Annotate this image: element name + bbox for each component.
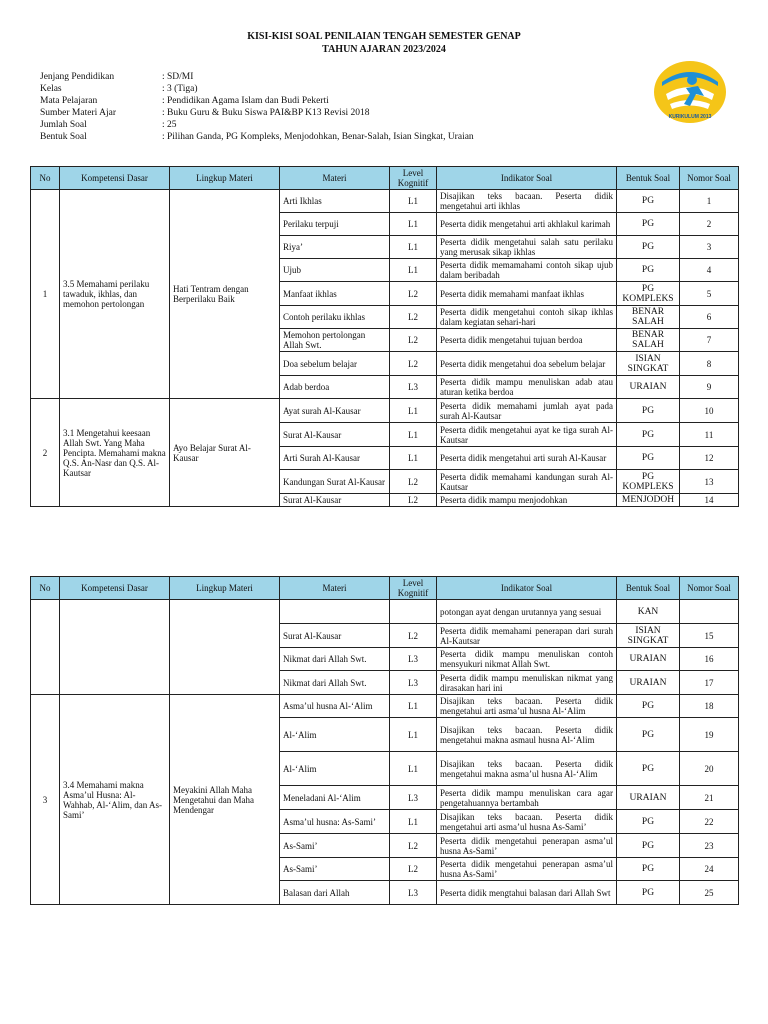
nomor-cell: 21 xyxy=(680,786,739,810)
level-cell: L2 xyxy=(390,494,437,507)
bentuk-cell: MENJODOH xyxy=(617,494,680,507)
info-value: : Pilihan Ganda, PG Kompleks, Menjodohkan, Benar-Salah, Isian Singkat, Uraian xyxy=(162,132,474,142)
materi-cell: Surat Al-Kausar xyxy=(280,423,390,447)
materi-cell: Surat Al-Kausar xyxy=(280,624,390,648)
level-cell: L2 xyxy=(390,470,437,494)
kompetensi-dasar-cell: 3.5 Memahami perilaku tawaduk, ikhlas, dan memohon pertolongan xyxy=(60,190,170,399)
bentuk-cell: PG xyxy=(617,810,680,834)
materi-cell: Doa sebelum belajar xyxy=(280,352,390,376)
level-cell: L1 xyxy=(390,399,437,423)
indikator-cell: Peserta didik mengetahui doa sebelum belajar xyxy=(437,352,617,376)
bentuk-cell: PG xyxy=(617,423,680,447)
info-value: : 25 xyxy=(162,120,177,130)
header-nomor-soal: Nomor Soal xyxy=(680,167,739,190)
nomor-cell: 5 xyxy=(680,282,739,306)
bentuk-cell: PG xyxy=(617,213,680,236)
indikator-cell: Peserta didik memahami jumlah ayat pada surah Al-Kautsar xyxy=(437,399,617,423)
bentuk-cell: KAN xyxy=(617,600,680,624)
header-nomor-soal: Nomor Soal xyxy=(680,577,739,600)
bentuk-cell: PG KOMPLEKS xyxy=(617,470,680,494)
level-cell: L3 xyxy=(390,881,437,905)
level-cell: L2 xyxy=(390,834,437,858)
indikator-cell: Peserta didik mampu menuliskan nikmat yang dirasakan hari ini xyxy=(437,671,617,695)
group-number: 1 xyxy=(31,190,60,399)
table-row xyxy=(31,399,739,423)
materi-cell: Contoh perilaku ikhlas xyxy=(280,306,390,329)
table-row xyxy=(31,695,739,718)
nomor-cell: 25 xyxy=(680,881,739,905)
kompetensi-dasar-cell: 3.4 Memahami makna Asma’ul Husna: Al-Wahhab, Al-‘Alim, dan As-Sami’ xyxy=(60,695,170,905)
bentuk-cell: PG xyxy=(617,236,680,259)
header-level-kognitif: Level Kognitif xyxy=(390,577,437,600)
bentuk-cell: BENAR SALAH xyxy=(617,306,680,329)
level-cell: L1 xyxy=(390,423,437,447)
indikator-cell: Peserta didik mengetahui arti surah Al-Kausar xyxy=(437,447,617,470)
level-cell: L3 xyxy=(390,376,437,399)
indikator-cell: Peserta didik mampu menuliskan cara agar pengetahuannya bertambah xyxy=(437,786,617,810)
nomor-cell-empty xyxy=(680,600,739,624)
info-key: Kelas xyxy=(40,84,62,94)
document-info xyxy=(40,71,474,143)
indikator-cell: Disajikan teks bacaan. Peserta didik mengetahui makna asmaul husna Al-‘Alim xyxy=(437,718,617,752)
header-lingkup-materi: Lingkup Materi xyxy=(170,577,280,600)
nomor-cell: 10 xyxy=(680,399,739,423)
info-row xyxy=(40,71,474,83)
logo-caption: KURIKULUM 2013 xyxy=(668,114,712,120)
header-materi: Materi xyxy=(280,167,390,190)
nomor-cell: 2 xyxy=(680,213,739,236)
bentuk-cell: PG xyxy=(617,695,680,718)
level-cell: L1 xyxy=(390,190,437,213)
bentuk-cell: URAIAN xyxy=(617,671,680,695)
table-row-continued xyxy=(31,600,739,624)
indikator-cell: Peserta didik mampu menuliskan adab atau aturan ketika berdoa xyxy=(437,376,617,399)
nomor-cell: 4 xyxy=(680,259,739,282)
bentuk-cell: URAIAN xyxy=(617,786,680,810)
document-subtitle: TAHUN AJARAN 2023/2024 xyxy=(322,44,446,55)
info-value: : SD/MI xyxy=(162,72,194,82)
nomor-cell: 7 xyxy=(680,329,739,352)
indikator-cell: Disajikan teks bacaan. Peserta didik mengetahui arti ikhlas xyxy=(437,190,617,213)
indikator-cell: Peserta didik memamahami contoh sikap ujub dalam beribadah xyxy=(437,259,617,282)
nomor-cell: 1 xyxy=(680,190,739,213)
bentuk-cell: PG xyxy=(617,190,680,213)
level-cell: L2 xyxy=(390,624,437,648)
group-number: 2 xyxy=(31,399,60,507)
level-cell: L3 xyxy=(390,786,437,810)
lingkup-materi-cell: Meyakini Allah Maha Mengetahui dan Maha Mendengar xyxy=(170,695,280,905)
level-cell: L2 xyxy=(390,858,437,881)
indikator-cell: Disajikan teks bacaan. Peserta didik mengetahui arti asma’ul husna Al-‘Alim xyxy=(437,695,617,718)
materi-cell-empty xyxy=(280,600,390,624)
materi-cell: Asma’ul husna: As-Sami’ xyxy=(280,810,390,834)
kisi-kisi-table-page-2 xyxy=(30,576,739,905)
level-cell: L3 xyxy=(390,648,437,671)
bentuk-cell: PG xyxy=(617,881,680,905)
bentuk-cell: PG xyxy=(617,259,680,282)
lingkup-materi-cell: Ayo Belajar Surat Al-Kausar xyxy=(170,399,280,507)
info-key: Sumber Materi Ajar xyxy=(40,108,116,118)
indikator-cell: Peserta didik memahami manfaat ikhlas xyxy=(437,282,617,306)
indikator-cell: Peserta didik mengetahui ayat ke tiga surah Al-Kautsar xyxy=(437,423,617,447)
lingkup-materi-empty xyxy=(170,600,280,695)
level-cell: L1 xyxy=(390,810,437,834)
indikator-cell: Peserta didik mengetahui arti akhlakul karimah xyxy=(437,213,617,236)
bentuk-cell: BENAR SALAH xyxy=(617,329,680,352)
materi-cell: Ayat surah Al-Kausar xyxy=(280,399,390,423)
bentuk-cell: PG xyxy=(617,718,680,752)
indikator-cell: Peserta didik mengtahui balasan dari Allah Swt xyxy=(437,881,617,905)
indikator-cell: Disajikan teks bacaan. Peserta didik mengetahui arti asma’ul husna As-Sami’ xyxy=(437,810,617,834)
materi-cell: Ujub xyxy=(280,259,390,282)
materi-cell: Arti Surah Al-Kausar xyxy=(280,447,390,470)
header-kompetensi-dasar: Kompetensi Dasar xyxy=(60,167,170,190)
header-bentuk-soal: Bentuk Soal xyxy=(617,577,680,600)
info-row xyxy=(40,83,474,95)
materi-cell: Asma’ul husna Al-‘Alim xyxy=(280,695,390,718)
level-cell: L1 xyxy=(390,236,437,259)
materi-cell: Riya’ xyxy=(280,236,390,259)
nomor-cell: 18 xyxy=(680,695,739,718)
materi-cell: As-Sami’ xyxy=(280,858,390,881)
header-materi: Materi xyxy=(280,577,390,600)
lingkup-materi-cell: Hati Tentram dengan Berperilaku Baik xyxy=(170,190,280,399)
info-value: : 3 (Tiga) xyxy=(162,84,198,94)
bentuk-cell: PG xyxy=(617,834,680,858)
nomor-cell: 6 xyxy=(680,306,739,329)
materi-cell: Nikmat dari Allah Swt. xyxy=(280,671,390,695)
header-kompetensi-dasar: Kompetensi Dasar xyxy=(60,577,170,600)
nomor-cell: 12 xyxy=(680,447,739,470)
level-cell-empty xyxy=(390,600,437,624)
materi-cell: Manfaat ikhlas xyxy=(280,282,390,306)
bentuk-cell: ISIAN SINGKAT xyxy=(617,624,680,648)
nomor-cell: 19 xyxy=(680,718,739,752)
header-no: No xyxy=(31,167,60,190)
group-number-empty xyxy=(31,600,60,695)
materi-cell: Al-‘Alim xyxy=(280,718,390,752)
materi-cell: Surat Al-Kausar xyxy=(280,494,390,507)
kompetensi-dasar-empty xyxy=(60,600,170,695)
level-cell: L1 xyxy=(390,259,437,282)
materi-cell: Adab berdoa xyxy=(280,376,390,399)
group-number: 3 xyxy=(31,695,60,905)
nomor-cell: 13 xyxy=(680,470,739,494)
materi-cell: Kandungan Surat Al-Kausar xyxy=(280,470,390,494)
header-indikator-soal: Indikator Soal xyxy=(437,167,617,190)
indikator-cell: Peserta didik mengetahui salah satu perilaku yang merusak sikap ikhlas xyxy=(437,236,617,259)
info-value: : Buku Guru & Buku Siswa PAI&BP K13 Revisi 2018 xyxy=(162,108,370,118)
header-bentuk-soal: Bentuk Soal xyxy=(617,167,680,190)
materi-cell: As-Sami’ xyxy=(280,834,390,858)
kisi-kisi-table-page-1 xyxy=(30,166,739,507)
nomor-cell: 23 xyxy=(680,834,739,858)
indikator-cell: Peserta didik mampu menuliskan contoh mensyukuri nikmat Allah Swt. xyxy=(437,648,617,671)
nomor-cell: 22 xyxy=(680,810,739,834)
level-cell: L2 xyxy=(390,282,437,306)
header-level-kognitif: Level Kognitif xyxy=(390,167,437,190)
level-cell: L1 xyxy=(390,695,437,718)
bentuk-cell: PG xyxy=(617,399,680,423)
info-row xyxy=(40,131,474,143)
materi-cell: Arti Ikhlas xyxy=(280,190,390,213)
header-lingkup-materi: Lingkup Materi xyxy=(170,167,280,190)
kurikulum-2013-logo xyxy=(652,60,728,124)
materi-cell: Nikmat dari Allah Swt. xyxy=(280,648,390,671)
header-no: No xyxy=(31,577,60,600)
indikator-cell: Peserta didik mengetahui penerapan asma’ul husna As-Sami’ xyxy=(437,858,617,881)
materi-cell: Al-‘Alim xyxy=(280,752,390,786)
bentuk-cell: URAIAN xyxy=(617,376,680,399)
bentuk-cell: ISIAN SINGKAT xyxy=(617,352,680,376)
materi-cell: Memohon pertolongan Allah Swt. xyxy=(280,329,390,352)
indikator-cell: Peserta didik mengetahui penerapan asma’ul husna As-Sami’ xyxy=(437,834,617,858)
nomor-cell: 15 xyxy=(680,624,739,648)
header-indikator-soal: Indikator Soal xyxy=(437,577,617,600)
indikator-cell: potongan ayat dengan urutannya yang sesuai xyxy=(437,600,617,624)
nomor-cell: 9 xyxy=(680,376,739,399)
level-cell: L1 xyxy=(390,752,437,786)
info-key: Bentuk Soal xyxy=(40,132,87,142)
info-key: Jenjang Pendidikan xyxy=(40,72,115,82)
nomor-cell: 8 xyxy=(680,352,739,376)
indikator-cell: Disajikan teks bacaan. Peserta didik mengetahui makna asma’ul husna Al-‘Alim xyxy=(437,752,617,786)
info-key: Mata Pelajaran xyxy=(40,96,98,106)
info-row xyxy=(40,95,474,107)
bentuk-cell: PG KOMPLEKS xyxy=(617,282,680,306)
bentuk-cell: PG xyxy=(617,752,680,786)
table-row xyxy=(31,190,739,213)
info-value: : Pendidikan Agama Islam dan Budi Pekerti xyxy=(162,96,329,106)
nomor-cell: 20 xyxy=(680,752,739,786)
bentuk-cell: URAIAN xyxy=(617,648,680,671)
info-key: Jumlah Soal xyxy=(40,120,87,130)
materi-cell: Balasan dari Allah xyxy=(280,881,390,905)
nomor-cell: 24 xyxy=(680,858,739,881)
nomor-cell: 11 xyxy=(680,423,739,447)
bentuk-cell: PG xyxy=(617,447,680,470)
nomor-cell: 14 xyxy=(680,494,739,507)
info-row xyxy=(40,119,474,131)
level-cell: L2 xyxy=(390,306,437,329)
level-cell: L2 xyxy=(390,329,437,352)
indikator-cell: Peserta didik mampu menjodohkan xyxy=(437,494,617,507)
document-title: KISI-KISI SOAL PENILAIAN TENGAH SEMESTER GENAP xyxy=(247,31,521,42)
level-cell: L1 xyxy=(390,718,437,752)
nomor-cell: 16 xyxy=(680,648,739,671)
indikator-cell: Peserta didik memahami kandungan surah Al-Kautsar xyxy=(437,470,617,494)
level-cell: L1 xyxy=(390,213,437,236)
level-cell: L2 xyxy=(390,352,437,376)
nomor-cell: 3 xyxy=(680,236,739,259)
materi-cell: Perilaku terpuji xyxy=(280,213,390,236)
nomor-cell: 17 xyxy=(680,671,739,695)
info-row xyxy=(40,107,474,119)
bentuk-cell: PG xyxy=(617,858,680,881)
indikator-cell: Peserta didik mengetahui tujuan berdoa xyxy=(437,329,617,352)
level-cell: L1 xyxy=(390,447,437,470)
level-cell: L3 xyxy=(390,671,437,695)
indikator-cell: Peserta didik memahami penerapan dari surah Al-Kautsar xyxy=(437,624,617,648)
kompetensi-dasar-cell: 3.1 Mengetahui keesaan Allah Swt. Yang Maha Pencipta. Memahami makna Q.S. An-Nasr dan Q.S. Al-Kautsar xyxy=(60,399,170,507)
materi-cell: Meneladani Al-‘Alim xyxy=(280,786,390,810)
indikator-cell: Peserta didik mengetahui contoh sikap ikhlas dalam kegiatan sehari-hari xyxy=(437,306,617,329)
